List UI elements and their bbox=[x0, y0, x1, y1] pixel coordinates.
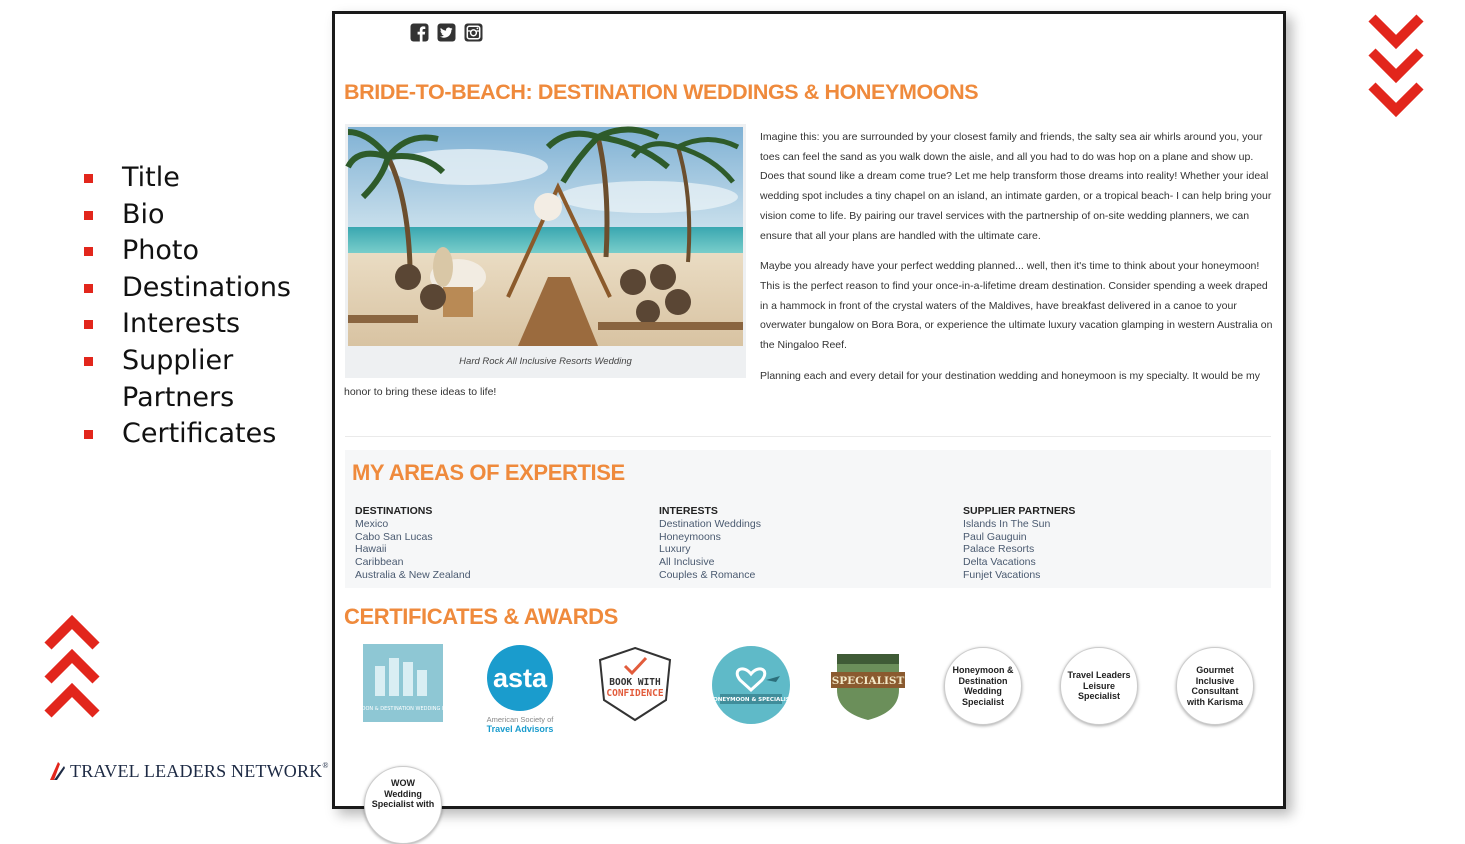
certificates-title: CERTIFICATES & AWARDS bbox=[344, 604, 618, 629]
bullet-title: Title bbox=[82, 160, 302, 197]
list-item[interactable]: Funjet Vacations bbox=[963, 568, 1041, 581]
bio-paragraph: Planning each and every detail for your destination wedding and honeymoon is my specialty. It would be my bbox=[760, 369, 1261, 382]
specialist-word: SPECIALIST bbox=[831, 675, 905, 687]
list-item[interactable]: Destination Weddings bbox=[659, 517, 761, 530]
leisure-specialist-badge: Travel Leaders Leisure Specialist bbox=[1060, 647, 1138, 725]
list-item[interactable]: Hawaii bbox=[355, 543, 387, 556]
bullet-supplier-partners: Supplier Partners bbox=[82, 343, 302, 416]
list-item[interactable]: Delta Vacations bbox=[963, 556, 1036, 569]
photo-caption: Hard Rock All Inclusive Resorts Wedding bbox=[459, 356, 632, 367]
honeymoon-wedding-specialist-badge: Honeymoon & Destination Wedding Specialist bbox=[944, 647, 1022, 725]
gourmet-inclusive-badge: Gourmet Inclusive Consultant with Karisma bbox=[1176, 647, 1254, 725]
wow-wedding-specialist-badge: WOW Wedding Specialist with bbox=[364, 766, 442, 844]
specialist-shield-badge bbox=[827, 644, 909, 726]
bio-text bbox=[760, 128, 1275, 397]
interests-column bbox=[659, 505, 761, 582]
bullet-certificates: Certificates bbox=[82, 416, 302, 453]
wedding-registry-badge bbox=[339, 644, 467, 726]
expertise-section bbox=[345, 450, 1271, 588]
interests-heading: INTERESTS bbox=[659, 505, 718, 517]
bio-paragraph-tail: honor to bring these ideas to life! bbox=[344, 386, 497, 398]
registry-text: HONEYMOON & DESTINATION WEDDING REGISTRY bbox=[339, 706, 467, 712]
bullet-destinations: Destinations bbox=[82, 270, 302, 307]
asta-badge bbox=[478, 644, 568, 739]
honeymoon-specialist-text: HONEYMOON & SPECIALIST bbox=[708, 697, 794, 703]
list-item[interactable]: Cabo San Lucas bbox=[355, 530, 433, 543]
destinations-column bbox=[355, 505, 471, 582]
list-item[interactable]: Luxury bbox=[659, 543, 691, 556]
bullet-interests: Interests bbox=[82, 306, 302, 343]
plane-swoosh-icon bbox=[48, 760, 66, 782]
travel-leaders-logo bbox=[48, 760, 329, 782]
list-item[interactable]: Palace Resorts bbox=[963, 543, 1035, 556]
list-item[interactable]: Mexico bbox=[355, 517, 389, 530]
chevron-down-icon bbox=[1366, 14, 1426, 118]
profile-page-frame bbox=[332, 11, 1286, 809]
photo-container bbox=[345, 124, 746, 378]
chevron-up-icon bbox=[42, 614, 102, 720]
book-with-confidence-badge bbox=[594, 644, 676, 726]
list-item[interactable]: All Inclusive bbox=[659, 556, 715, 569]
page-title: BRIDE-TO-BEACH: DESTINATION WEDDINGS & HONEYMOONS bbox=[344, 80, 979, 104]
section-divider bbox=[345, 436, 1271, 437]
list-item[interactable]: Caribbean bbox=[355, 556, 404, 569]
instagram-icon[interactable] bbox=[464, 23, 483, 42]
social-icons bbox=[410, 23, 483, 42]
supplier-partners-heading: SUPPLIER PARTNERS bbox=[963, 505, 1076, 517]
bwc-line1: BOOK WITH bbox=[609, 677, 661, 688]
bullet-bio: Bio bbox=[82, 197, 302, 234]
slide-bullet-list bbox=[82, 160, 302, 453]
twitter-icon[interactable] bbox=[437, 23, 456, 42]
destinations-heading: DESTINATIONS bbox=[355, 505, 433, 517]
logo-text: TRAVEL LEADERS NETWORK® bbox=[70, 760, 329, 781]
asta-word: asta bbox=[492, 663, 548, 693]
bullet-photo: Photo bbox=[82, 233, 302, 270]
list-item[interactable]: Couples & Romance bbox=[659, 568, 756, 581]
asta-sub1: American Society of bbox=[486, 715, 554, 724]
bwc-line2: CONFIDENCE bbox=[606, 688, 664, 699]
supplier-partners-column bbox=[963, 505, 1075, 582]
wedding-beach-photo bbox=[348, 127, 743, 346]
asta-sub2: Travel Advisors bbox=[486, 724, 554, 734]
facebook-icon[interactable] bbox=[410, 23, 429, 42]
list-item[interactable]: Paul Gauguin bbox=[963, 530, 1027, 543]
bio-paragraph: Maybe you already have your perfect wedding planned... well, then it's time to think about your honeymoon! This is the perfect reason to find your once-in-a-lifetime dream destination. Consider spending a week draped in a hammock in front of the crystal waters of the Maldives, have breakfast delivered in a canoe to your overwater bungalow on Bora Bora, or experience the ultimate luxury vacation glamping in western Australia on the Ningaloo Reef. bbox=[760, 260, 1273, 352]
list-item[interactable]: Islands In The Sun bbox=[963, 517, 1051, 530]
honeymoon-specialist-badge bbox=[710, 644, 792, 726]
list-item[interactable]: Honeymoons bbox=[659, 530, 721, 543]
expertise-title: MY AREAS OF EXPERTISE bbox=[352, 460, 625, 485]
bio-paragraph: Imagine this: you are surrounded by your closest family and friends, the salty sea air whirls around you, your toes can feel the sand as you walk down the aisle, and all you had to do was hop on a plane and show up. Does that sound like a dream come true? Let me help transform those dreams into reality! Whether your ideal wedding spot includes a tiny chapel on an island, an intimate garden, or a tropical beach- I can help bring your vision come to life. By pairing our travel services with the partnership of on-site wedding planners, we can ensure that all your plans are handled with the ultimate care. bbox=[760, 131, 1272, 242]
list-item[interactable]: Australia & New Zealand bbox=[355, 568, 471, 581]
